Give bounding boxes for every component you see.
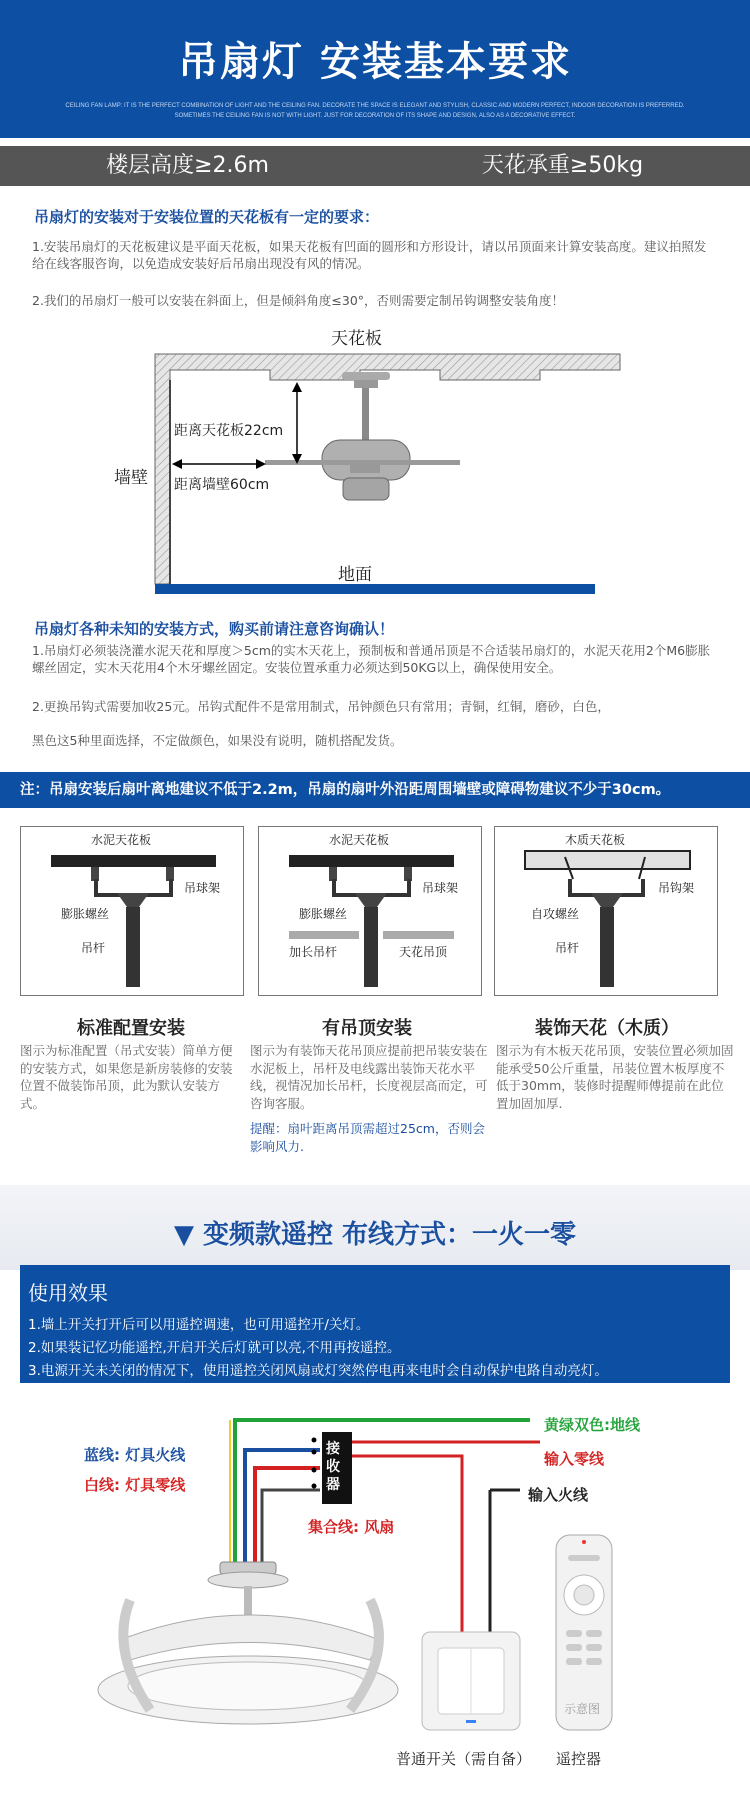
header-subtitle-1: CEILING FAN LAMP: IT IS THE PERFECT COMBINATION OF LIGHT AND THE CEILING FAN. DECORATE THE SPACE IS ELEGANT AND STYLISH, CLASSIC AND MODERN PERFECT, INDOOR DECORATION IS PREFERRED. [65,103,685,109]
ground-wire-label: 黄绿双色:地线 [544,1416,640,1434]
panel1-ceiling: 水泥天花板 [91,833,152,847]
header-subtitle-2: SOMETIMES THE CEILING FAN IS NOT WITH LIGHT. JUST FOR DECORATION OF ITS SHAPE AND DESIGN, ALSO AS A DECORATIVE EFFECT. [174,113,576,119]
panel1-screw: 膨胀螺丝 [61,907,110,921]
neutral-in-label: 输入零线 [544,1450,605,1468]
ceiling-distance-label: 距离天花板22cm [174,423,284,439]
section1-title: 吊扇灯的安装对于安装位置的天花板有一定的要求： [34,208,380,226]
panel2-rod: 加长吊杆 [289,945,338,959]
col3-text: 图示为有木板天花吊顶，安装位置必须加固能承受50公斤重量，吊装位置木板厚度不低于30mm，装修时提醒师傅提前在此位置加固加厚. [496,1043,734,1111]
usage-effect-title: 使用效果 [28,1281,108,1305]
usage-effect-1: 1.墙上开关打开后可以用遥控调速，也可用遥控开/关灯。 [28,1317,370,1333]
wood-mount-diagram [495,827,717,995]
col3-title: 装饰天花（木质） [535,1018,679,1039]
col1-title: 标准配置安装 [77,1018,185,1039]
usage-effect-3: 3.电源开关未关闭的情况下，使用遥控关闭风扇或灯突然停电再来电时会自动保护电路自动亮灯。 [28,1363,608,1379]
section2-item2b: 黑色这5种里面选择，不定做颜色，如果没有说明，随机搭配发货。 [32,733,403,748]
col2-title: 有吊顶安装 [322,1018,412,1039]
spec-bar [0,146,750,186]
standard-mount-diagram [21,827,243,995]
usage-effect-2: 2.如果装记忆功能遥控,开启开关后灯就可以亮,不用再按遥控。 [28,1340,401,1356]
section2-item1: 1.吊扇灯必须装浇灌水泥天花和厚度＞5cm的实木天花上，预制板和普通吊顶是不合适装吊扇灯的，水泥天花用2个M6膨胀螺丝固定，实木天花用4个木牙螺丝固定。安装位置承重力必须达到50KG以上，确保使用安全。 [32,643,711,675]
switch-label: 普通开关（需自备） [396,1750,532,1768]
page-title: 吊扇灯 安装基本要求 [178,39,572,85]
panel1-rod: 吊杆 [81,941,106,955]
page-header [0,0,750,138]
panel2-false-ceiling: 天花吊顶 [399,945,448,959]
false-ceiling-mount-diagram [259,827,481,995]
wall-distance-label: 距离墙壁60cm [174,477,270,493]
col2-text: 图示为有装饰天花吊顶应提前把吊装安装在水泥板上，吊杆及电线露出装饰天花水平线，视情况加长吊杆，长度视层高而定，可咨询客服。 [250,1043,488,1111]
panel3-screw: 自攻螺丝 [531,907,580,921]
col2-warning: 提醒：扇叶距离吊顶需超过25cm，否则会影响风力. [250,1121,485,1154]
panel-false-ceiling [258,826,482,996]
ceiling-load-spec: 天花承重≥50kg [481,153,644,178]
section1-item1: 1.安装吊扇灯的天花板建议是平面天花板，如果天花板有凹面的圆形和方形设计，请以吊顶面来计算安装高度。建议拍照发给在线客服咨询，以免造成安装好后吊扇出现没有风的情况。 [32,239,707,271]
panel-wood [494,826,718,996]
section2-title: 吊扇灯各种未知的安装方式，购买前请注意咨询确认！ [34,620,395,638]
panel3-rod: 吊杆 [555,941,580,955]
wiring-title: ▼ 变频款遥控 布线方式：一火一零 [173,1220,577,1250]
panel2-screw: 膨胀螺丝 [299,907,348,921]
usage-effect-box [20,1265,730,1383]
ceiling-distance-diagram [0,318,750,603]
live-in-label: 输入火线 [528,1486,589,1504]
section1-item2: 2.我们的吊扇灯一般可以安装在斜面上，但是倾斜角度≤30°，否则需要定制吊钩调整安装角度！ [32,293,565,308]
remote-label: 遥控器 [556,1750,602,1768]
col1-text: 图示为标准配置（吊式安装）简单方便的安装方式，如果您是新房装修的安装位置不做装饰吊顶，此为默认安装方式。 [20,1043,233,1111]
blue-wire-label: 蓝线: 灯具火线 [84,1446,186,1464]
bundle-wire-label: 集合线: 风扇 [308,1518,395,1536]
section2-item2a: 2.更换吊钩式需要加收25元。吊钩式配件不是常用制式，吊钟颜色只有常用；青铜，红铜，磨砂，白色， [32,699,610,714]
floor-label: 地面 [338,565,372,585]
installation-note: 注：吊扇安装后扇叶离地建议不低于2.2m，吊扇的扇叶外沿距周围墙壁或障碍物建议不少于30cm。 [0,772,750,808]
ceiling-label: 天花板 [331,329,382,349]
floor-height-spec: 楼层高度≥2.6m [106,153,269,178]
remote-note: 示意图 [564,1702,601,1716]
panel3-bracket: 吊钩架 [658,881,695,895]
panel3-ceiling: 木质天花板 [565,833,626,847]
panel1-bracket: 吊球架 [184,881,221,895]
panel-standard [20,826,244,996]
white-wire-label: 白线: 灯具零线 [84,1476,186,1494]
wall-label: 墙壁 [114,468,148,488]
panel2-bracket: 吊球架 [422,881,459,895]
panel2-ceiling: 水泥天花板 [329,833,390,847]
receiver-label: 接收器 [326,1441,340,1493]
